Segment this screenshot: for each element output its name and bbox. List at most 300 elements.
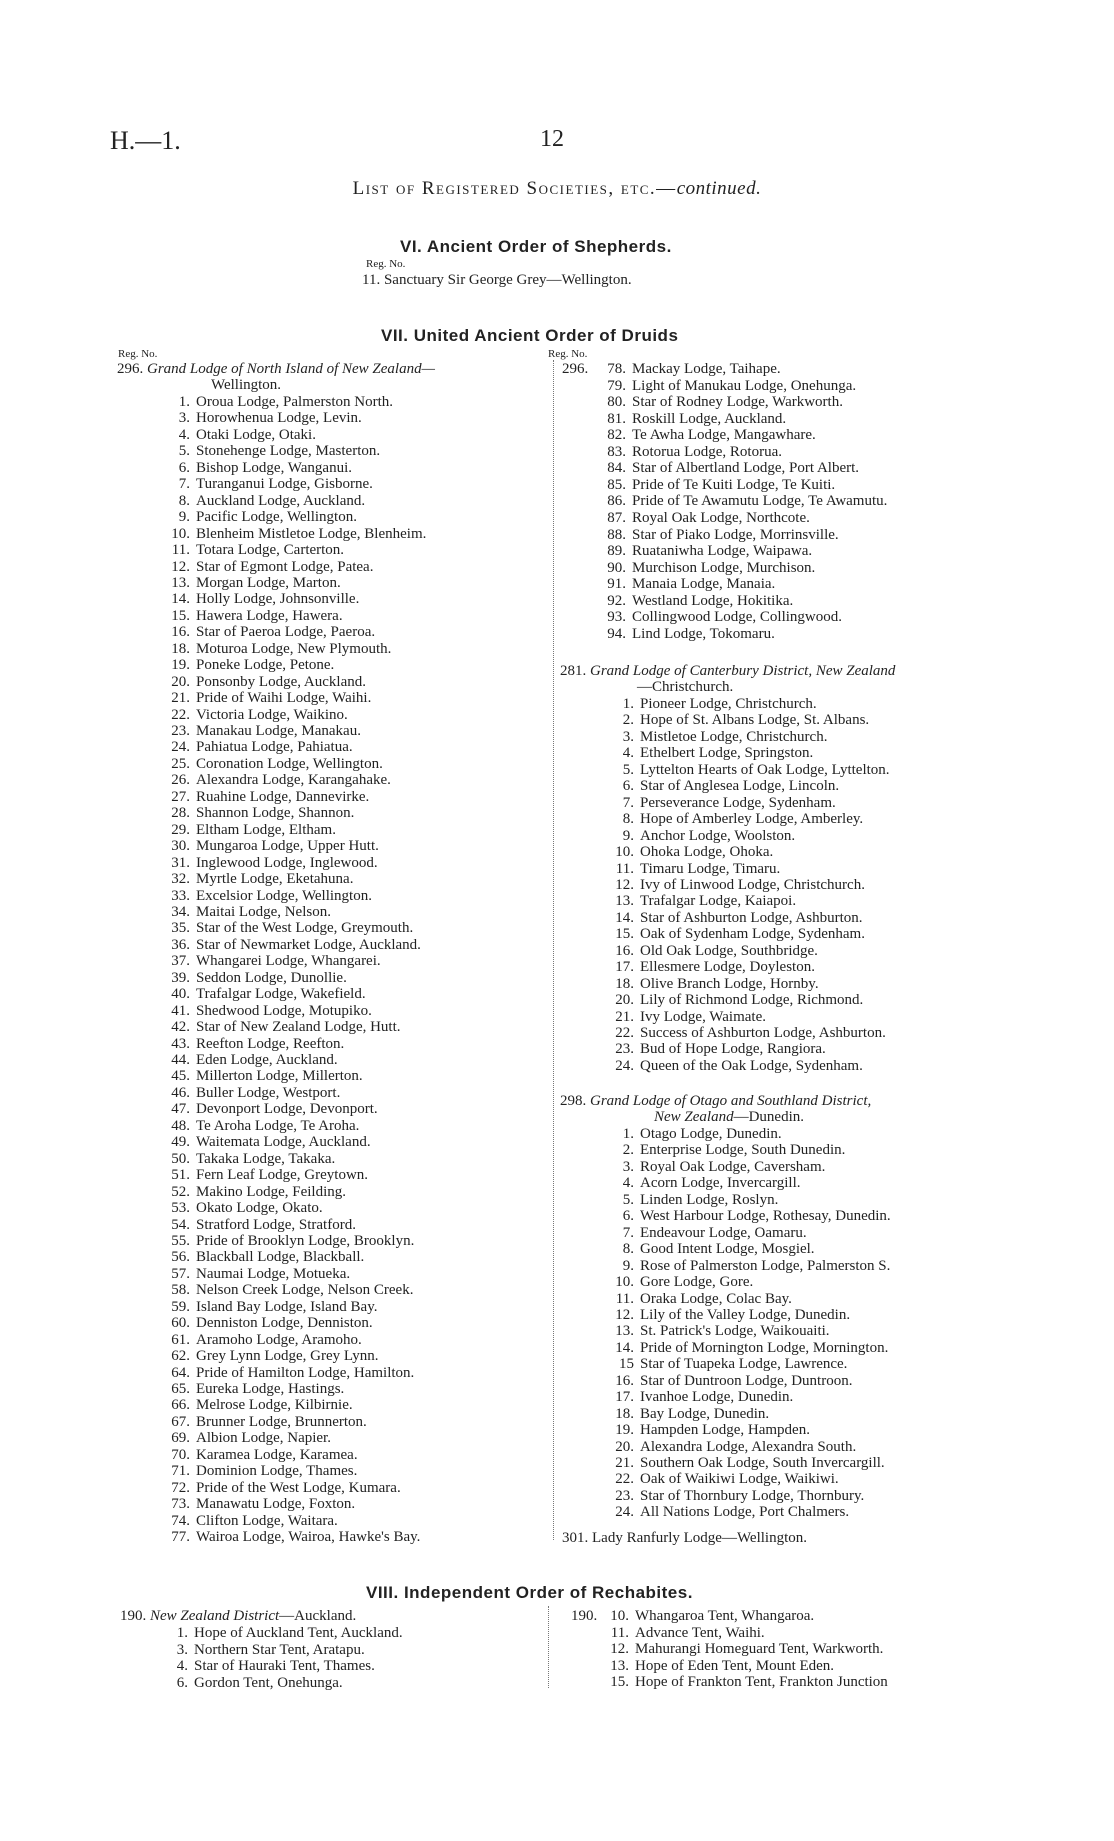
entry-name: Otaki Lodge, Otaki.	[196, 426, 316, 443]
tent-entry	[170, 1625, 403, 1641]
district-name: Grand Lodge of North Island of New Zealand—	[147, 361, 435, 377]
entry-name: Perseverance Lodge, Sydenham.	[640, 794, 836, 811]
entry-name: Waitemata Lodge, Auckland.	[196, 1134, 371, 1151]
district-city: —Christchurch.	[637, 679, 734, 695]
entry-name: Oroua Lodge, Palmerston North.	[196, 394, 394, 410]
entry-number: 32.	[171, 871, 190, 888]
entry-number: 9.	[622, 827, 634, 844]
lodge-entry	[168, 772, 391, 788]
lodge-entry	[168, 1134, 371, 1150]
entry-name: Excelsior Lodge, Wellington.	[196, 887, 372, 904]
lodge-entry	[614, 1291, 792, 1307]
lodge-entry	[168, 1118, 359, 1134]
lodge-entry	[168, 953, 381, 969]
entry-name: Coronation Lodge, Wellington.	[196, 755, 383, 772]
entry-number: 12.	[615, 876, 634, 893]
lodge-entry	[168, 970, 347, 986]
tent-entry	[607, 1625, 765, 1641]
entry-name: Bay Lodge, Dunedin.	[640, 1405, 770, 1422]
lodge-entry	[168, 1315, 373, 1331]
entry-name: Clifton Lodge, Waitara.	[196, 1512, 338, 1529]
entry-number: 15.	[610, 1674, 629, 1690]
entry-name: Stonehenge Lodge, Masterton.	[196, 443, 381, 460]
lodge-entry	[168, 1299, 378, 1315]
lodge-entry	[168, 1365, 414, 1381]
tent-entry	[607, 1658, 834, 1674]
entry-name: Queen of the Oak Lodge, Sydenham.	[640, 1057, 863, 1074]
lodge-entry	[168, 1003, 372, 1019]
entry-name: Aramoho Lodge, Aramoho.	[196, 1331, 362, 1348]
entry-number: 15	[619, 1356, 634, 1373]
entry-name: Blackball Lodge, Blackball.	[196, 1249, 365, 1266]
district-name: Grand Lodge of Otago and Southland District,	[590, 1093, 872, 1109]
lodge-entry	[614, 828, 795, 844]
lodge-entry	[168, 1085, 340, 1101]
lodge-entry	[604, 411, 786, 427]
lodge-entry	[168, 1496, 355, 1512]
lodge-entry	[614, 1241, 815, 1257]
entry-number: 58.	[171, 1282, 190, 1299]
district-number: 298.	[560, 1093, 587, 1109]
lodge-entry	[604, 560, 815, 576]
entry-name: Naumai Lodge, Motueka.	[196, 1265, 351, 1282]
entry-name: Pacific Lodge, Wellington.	[196, 509, 357, 526]
lodge-entry	[168, 888, 372, 904]
entry-number: 82.	[607, 427, 626, 444]
entry-number: 54.	[171, 1216, 190, 1233]
entry-number: 4.	[176, 1658, 188, 1674]
lodge-entry	[168, 1529, 420, 1545]
entry-name: Okato Lodge, Okato.	[196, 1200, 323, 1217]
entry-number: 29.	[171, 821, 190, 838]
entry-name: Star of New Zealand Lodge, Hutt.	[196, 1019, 401, 1036]
entry-number: 3.	[176, 1641, 188, 1658]
lodge-entry	[168, 674, 366, 690]
section-8-title: VIII. Independent Order of Rechabites.	[366, 1583, 693, 1602]
entry-number: 24.	[615, 1504, 634, 1521]
entry-name: Albion Lodge, Napier.	[196, 1430, 331, 1447]
entry-name: Rotorua Lodge, Rotorua.	[632, 443, 782, 460]
lodge-entry	[614, 1471, 839, 1487]
entry-number: 81.	[607, 410, 626, 427]
lodge-entry	[168, 1151, 335, 1167]
entry-number: 56.	[171, 1249, 190, 1266]
entry-number: 2.	[622, 712, 634, 729]
document-code: H.—1.	[110, 126, 181, 155]
entry-name: Victoria Lodge, Waikino.	[196, 706, 348, 723]
district-name: New Zealand District	[150, 1608, 280, 1624]
district-name-cont: New Zealand	[654, 1109, 734, 1125]
tent-entry	[607, 1641, 883, 1657]
entry-number: 22.	[615, 1025, 634, 1041]
entry-number: 10.	[610, 1608, 629, 1624]
entry-number: 24.	[615, 1057, 634, 1074]
lodge-entry	[168, 838, 379, 854]
entry-number: 18.	[615, 975, 634, 992]
entry-number: 5.	[622, 761, 634, 778]
entry-name: Ethelbert Lodge, Springston.	[640, 745, 814, 762]
entry-number: 13.	[171, 574, 190, 591]
lodge-entry	[604, 394, 843, 410]
lodge-entry	[614, 745, 813, 761]
entry-name: Whangaroa Tent, Whangaroa.	[635, 1608, 815, 1624]
entry-number: 51.	[171, 1167, 190, 1184]
entry-number: 6.	[622, 778, 634, 795]
entry-number: 52.	[171, 1183, 190, 1200]
list-title-main: List of Registered Societies, etc.—	[352, 178, 677, 199]
entry-number: 87.	[607, 509, 626, 526]
entry-name: Hope of Frankton Tent, Frankton Junction	[635, 1674, 888, 1690]
section-7-reg-label-right: Reg. No.	[548, 348, 588, 360]
entry-name: Holly Lodge, Johnsonville.	[196, 591, 360, 608]
entry-number: 11.	[171, 542, 190, 559]
lodge-entry	[604, 460, 859, 476]
entry-number: 50.	[171, 1150, 190, 1167]
lodge-entry	[614, 696, 817, 712]
entry-name: Hawera Lodge, Hawera.	[196, 607, 343, 624]
entry-name: Horowhenua Lodge, Levin.	[196, 410, 362, 427]
entry-number: 13.	[615, 893, 634, 910]
entry-name: Pahiatua Lodge, Pahiatua.	[196, 739, 353, 756]
lodge-entry	[168, 608, 343, 624]
entry-number: 77.	[171, 1529, 190, 1546]
district-city-name: —Dunedin.	[733, 1109, 805, 1125]
section-6-entry	[362, 272, 632, 288]
entry-number: 84.	[607, 460, 626, 477]
entry-number: 12.	[610, 1641, 629, 1657]
district-number: 281.	[560, 663, 587, 679]
lodge-entry	[614, 976, 819, 992]
entry-number: 24.	[171, 739, 190, 756]
tent-entry	[170, 1675, 343, 1691]
lodge-entry	[168, 707, 348, 723]
lodge-entry	[604, 477, 835, 493]
entry-number: 88.	[607, 526, 626, 543]
lodge-entry	[168, 1348, 378, 1364]
lodge-entry	[168, 1414, 367, 1430]
entry-number: 8.	[622, 1241, 634, 1258]
entry-number: 20.	[615, 1438, 634, 1455]
entry-name: Hope of Auckland Tent, Auckland.	[194, 1625, 403, 1641]
entry-name: Timaru Lodge, Timaru.	[640, 860, 781, 877]
lodge-entry	[614, 1307, 850, 1323]
entry-name: Anchor Lodge, Woolston.	[640, 827, 796, 844]
lodge-entry	[614, 1025, 886, 1041]
druids-north-island-continued-number: 296.	[562, 361, 589, 377]
lodge-entry	[168, 937, 421, 953]
lodge-entry	[168, 1430, 331, 1446]
tent-entry	[170, 1658, 375, 1674]
entry-name: Mahurangi Homeguard Tent, Warkworth.	[635, 1641, 884, 1657]
entry-name: Westland Lodge, Hokitika.	[632, 592, 794, 609]
district-number: 190.	[120, 1608, 147, 1624]
entry-number: 60.	[171, 1315, 190, 1332]
lodge-entry	[168, 1167, 368, 1183]
entry-number: 18.	[615, 1405, 634, 1422]
entry-name: Nelson Creek Lodge, Nelson Creek.	[196, 1282, 414, 1299]
entry-number: 30.	[171, 838, 190, 855]
section-6-entry-number: 11.	[362, 272, 381, 288]
lodge-entry	[614, 1258, 890, 1274]
entry-name: Buller Lodge, Westport.	[196, 1084, 341, 1101]
entry-name: Denniston Lodge, Denniston.	[196, 1315, 373, 1332]
entry-name: Turanganui Lodge, Gisborne.	[196, 476, 373, 493]
section-6-title: VI. Ancient Order of Shepherds.	[400, 237, 672, 256]
lodge-entry	[614, 1488, 864, 1504]
entry-name: Devonport Lodge, Devonport.	[196, 1101, 378, 1118]
lodge-entry	[604, 576, 775, 592]
entry-number: 94.	[607, 625, 626, 642]
lodge-entry	[168, 1249, 364, 1265]
lodge-entry	[168, 1019, 401, 1035]
entry-number: 34.	[171, 903, 190, 920]
entry-name: Manakau Lodge, Manakau.	[196, 723, 361, 739]
entry-number: 53.	[171, 1200, 190, 1217]
entry-text: Lady Ranfurly Lodge—Wellington.	[592, 1530, 807, 1546]
entry-number: 14.	[615, 909, 634, 926]
lodge-entry	[168, 476, 373, 492]
lodge-entry	[614, 1225, 807, 1241]
entry-name: Ponsonby Lodge, Auckland.	[196, 673, 366, 690]
entry-name: Eden Lodge, Auckland.	[196, 1052, 338, 1068]
lodge-entry	[168, 756, 383, 772]
entry-name: All Nations Lodge, Port Chalmers.	[640, 1504, 850, 1521]
entry-number: 16.	[615, 942, 634, 959]
entry-number: 14.	[615, 1339, 634, 1356]
lodge-entry	[168, 920, 413, 936]
entry-number: 27.	[171, 788, 190, 805]
entry-number: 11.	[610, 1624, 629, 1641]
entry-name: Pride of Mornington Lodge, Mornington.	[640, 1339, 889, 1356]
entry-number: 20.	[615, 992, 634, 1009]
lodge-entry	[168, 657, 334, 673]
entry-name: Old Oak Lodge, Southbridge.	[640, 942, 818, 959]
entry-name: Morgan Lodge, Marton.	[196, 574, 341, 591]
druids-canterbury-district	[560, 663, 895, 679]
lodge-entry	[168, 443, 380, 459]
entry-name: Trafalgar Lodge, Kaiapoi.	[640, 893, 797, 910]
lodge-entry	[604, 626, 775, 642]
entry-name: Myrtle Lodge, Eketahuna.	[196, 871, 354, 888]
entry-name: Blenheim Mistletoe Lodge, Blenheim.	[196, 525, 427, 542]
lodge-entry	[168, 1513, 338, 1529]
entry-number: 31.	[171, 854, 190, 871]
entry-number: 5.	[622, 1191, 634, 1208]
lodge-entry	[614, 1439, 856, 1455]
entry-number: 21.	[615, 1455, 634, 1471]
lodge-entry	[168, 1233, 414, 1249]
lodge-entry	[614, 1389, 793, 1405]
entry-name: Seddon Lodge, Dunollie.	[196, 969, 347, 986]
entry-number: 2.	[622, 1142, 634, 1159]
lodge-entry	[614, 1455, 885, 1471]
entry-number: 23.	[615, 1487, 634, 1504]
lodge-entry	[168, 904, 331, 920]
entry-name: Brunner Lodge, Brunnerton.	[196, 1413, 367, 1430]
section-6-entry-text: Sanctuary Sir George Grey—Wellington.	[383, 272, 632, 288]
entry-name: Lily of the Valley Lodge, Dunedin.	[640, 1306, 851, 1323]
entry-number: 23.	[615, 1041, 634, 1058]
entry-name: Oraka Lodge, Colac Bay.	[640, 1290, 792, 1307]
entry-name: Shannon Lodge, Shannon.	[196, 805, 355, 822]
entry-name: Takaka Lodge, Takaka.	[196, 1150, 336, 1167]
entry-number: 89.	[607, 543, 626, 560]
entry-number: 15.	[615, 926, 634, 943]
entry-name: Auckland Lodge, Auckland.	[196, 492, 366, 509]
entry-number: 92.	[607, 592, 626, 609]
entry-name: Poneke Lodge, Petone.	[196, 657, 335, 674]
lodge-entry	[614, 910, 863, 926]
druids-lady-ranfurly-lodge	[562, 1530, 807, 1546]
lodge-entry	[168, 1282, 413, 1298]
lodge-entry	[168, 624, 375, 640]
entry-number: 42.	[171, 1019, 190, 1036]
entry-name: Hope of Eden Tent, Mount Eden.	[635, 1657, 835, 1674]
entry-number: 7.	[622, 794, 634, 811]
lodge-entry	[168, 509, 357, 525]
entry-name: Pioneer Lodge, Christchurch.	[640, 696, 817, 712]
entry-name: Mackay Lodge, Taihape.	[632, 361, 781, 377]
entry-number: 83.	[607, 443, 626, 460]
entry-number: 12.	[615, 1306, 634, 1323]
entry-number: 6.	[178, 459, 190, 476]
entry-name: Wairoa Lodge, Wairoa, Hawke's Bay.	[196, 1529, 421, 1546]
entry-number: 40.	[171, 986, 190, 1003]
lodge-entry	[614, 1373, 852, 1389]
entry-name: Star of Anglesea Lodge, Lincoln.	[640, 778, 840, 795]
entry-number: 3.	[622, 728, 634, 745]
entry-name: Ruataniwha Lodge, Waipawa.	[632, 543, 813, 560]
lodge-entry	[614, 1159, 825, 1175]
entry-number: 11.	[615, 860, 634, 877]
entry-name: Royal Oak Lodge, Caversham.	[640, 1158, 826, 1175]
lodge-entry	[168, 460, 352, 476]
lodge-entry	[614, 844, 773, 860]
entry-name: Oak of Sydenham Lodge, Sydenham.	[640, 926, 865, 943]
entry-name: Star of Paeroa Lodge, Paeroa.	[196, 624, 376, 641]
entry-number: 17.	[615, 1389, 634, 1406]
lodge-entry	[168, 1266, 350, 1282]
entry-name: Trafalgar Lodge, Wakefield.	[196, 986, 366, 1003]
entry-name: Ivanhoe Lodge, Dunedin.	[640, 1389, 794, 1406]
entry-number: 17.	[615, 959, 634, 976]
lodge-entry	[168, 986, 366, 1002]
entry-name: Good Intent Lodge, Mosgiel.	[640, 1241, 815, 1258]
entry-number: 8.	[622, 811, 634, 828]
entry-name: Star of Ashburton Lodge, Ashburton.	[640, 909, 863, 926]
lodge-entry	[168, 542, 344, 558]
entry-name: Lyttelton Hearts of Oak Lodge, Lyttelton.	[640, 761, 890, 778]
list-title-continued: continued.	[676, 178, 762, 199]
entry-name: Melrose Lodge, Kilbirnie.	[196, 1397, 353, 1414]
entry-name: Ruahine Lodge, Dannevirke.	[196, 788, 370, 805]
entry-number: 73.	[171, 1496, 190, 1513]
section-6-reg-label: Reg. No.	[366, 258, 406, 270]
entry-number: 35.	[171, 920, 190, 937]
entry-name: Whangarei Lodge, Whangarei.	[196, 953, 381, 970]
lodge-entry	[614, 1192, 778, 1208]
lodge-entry	[614, 1175, 801, 1191]
entry-name: Star of Egmont Lodge, Patea.	[196, 558, 374, 575]
entry-number: 4.	[178, 426, 190, 443]
lodge-entry	[168, 641, 391, 657]
entry-number: 22.	[171, 706, 190, 723]
page-number: 12	[540, 126, 564, 152]
lodge-entry	[614, 1126, 782, 1142]
entry-name: Northern Star Tent, Aratapu.	[194, 1641, 365, 1658]
section-7-reg-label-left: Reg. No.	[118, 348, 158, 360]
entry-name: Rose of Palmerston Lodge, Palmerston S.	[640, 1257, 891, 1274]
entry-number: 66.	[171, 1397, 190, 1414]
lodge-entry	[168, 805, 354, 821]
lodge-entry	[614, 1041, 826, 1057]
entry-name: St. Patrick's Lodge, Waikouaiti.	[640, 1323, 830, 1340]
district-city	[654, 1109, 804, 1125]
lodge-entry	[614, 992, 863, 1008]
lodge-entry	[614, 861, 780, 877]
tent-entry	[607, 1674, 888, 1690]
lodge-entry	[614, 877, 865, 893]
entry-number: 20.	[171, 673, 190, 690]
lodge-entry	[604, 527, 839, 543]
lodge-entry	[168, 559, 373, 575]
entry-name: Roskill Lodge, Auckland.	[632, 410, 787, 427]
lodge-entry	[614, 1208, 891, 1224]
entry-name: Star of Albertland Lodge, Port Albert.	[632, 460, 860, 477]
entry-number: 7.	[178, 476, 190, 493]
entry-number: 65.	[171, 1381, 190, 1397]
entry-number: 1.	[622, 1126, 634, 1142]
lodge-entry	[168, 1463, 357, 1479]
lodge-entry	[168, 526, 426, 542]
entry-number: 72.	[171, 1479, 190, 1496]
entry-name: Millerton Lodge, Millerton.	[196, 1068, 363, 1085]
lodge-entry	[168, 1217, 356, 1233]
entry-name: Olive Branch Lodge, Hornby.	[640, 975, 819, 992]
entry-name: Gore Lodge, Gore.	[640, 1274, 754, 1291]
entry-name: Success of Ashburton Lodge, Ashburton.	[640, 1025, 886, 1041]
lodge-entry	[168, 1397, 353, 1413]
entry-name: Makino Lodge, Feilding.	[196, 1183, 346, 1200]
entry-name: Light of Manukau Lodge, Onehunga.	[632, 377, 857, 394]
entry-name: Te Awha Lodge, Mangawhare.	[632, 427, 816, 444]
entry-number: 26.	[171, 772, 190, 789]
entry-name: Te Aroha Lodge, Te Aroha.	[196, 1117, 360, 1134]
lodge-entry	[604, 444, 782, 460]
entry-name: Hope of St. Albans Lodge, St. Albans.	[640, 712, 870, 729]
entry-name: Hope of Amberley Lodge, Amberley.	[640, 811, 864, 828]
lodge-entry	[614, 1009, 766, 1025]
entry-number: 55.	[171, 1232, 190, 1249]
lodge-entry	[168, 1447, 358, 1463]
entry-name: Maitai Lodge, Nelson.	[196, 903, 331, 920]
entry-name: Manaia Lodge, Manaia.	[632, 576, 776, 593]
lodge-entry	[168, 822, 336, 838]
entry-name: Dominion Lodge, Thames.	[196, 1463, 358, 1480]
entry-name: Totara Lodge, Carterton.	[196, 542, 345, 559]
lodge-entry	[168, 855, 378, 871]
entry-number: 67.	[171, 1413, 190, 1430]
entry-name: Acorn Lodge, Invercargill.	[640, 1175, 801, 1192]
entry-number: 10.	[615, 844, 634, 861]
lodge-entry	[168, 1184, 346, 1200]
entry-name: Lind Lodge, Tokomaru.	[632, 625, 775, 642]
entry-number: 91.	[607, 576, 626, 593]
lodge-entry	[168, 591, 359, 607]
entry-number: 4.	[622, 745, 634, 762]
entry-name: Star of Tuapeka Lodge, Lawrence.	[640, 1356, 848, 1373]
entry-name: Fern Leaf Lodge, Greytown.	[196, 1167, 369, 1184]
